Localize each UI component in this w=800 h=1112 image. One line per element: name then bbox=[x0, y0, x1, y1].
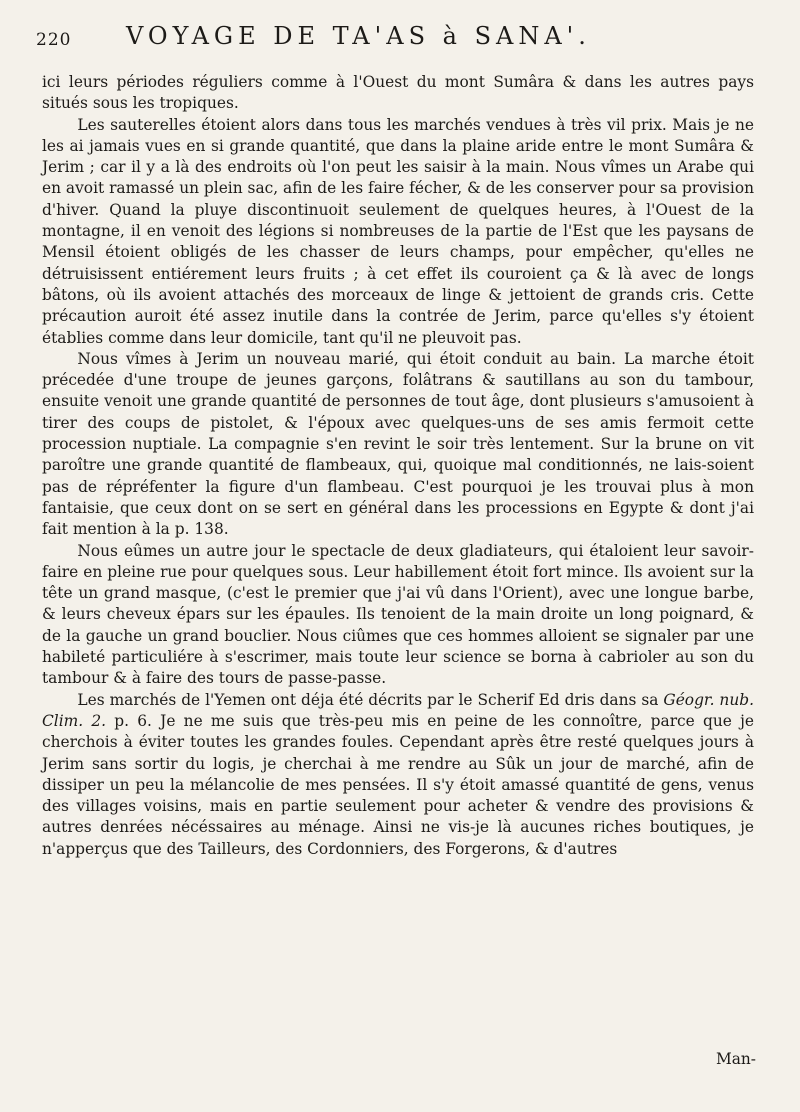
page-number: 220 bbox=[36, 30, 72, 50]
paragraph-markets-text-a: Les marchés de l'Yemen ont déja été décrits par le Scherif Ed dris dans sa bbox=[77, 690, 664, 709]
page-header bbox=[36, 22, 776, 58]
paragraph-markets-text-b: p. 6. Je ne me suis que très-peu mis en peine de les connoître, parce que je cherchois à éviter toutes les grandes foules. Cependant après être resté quelques jours à Jerim sans sortir du logis, je cherchai à me rendre au Sûk un jour de marché, afin de dissiper un peu la mélancolie de mes pensées. Il s'y étoit amassé quantité de gens, venus des villages voisins, mais en partie seulement pour acheter & vendre des provisions & autres denrées nécéssaires au ménage. Ainsi ne vis-je là aucunes riches boutiques, je n'apperçus que des Tailleurs, des Cordonniers, des Forgerons, & d'autres bbox=[42, 711, 754, 858]
paragraph-locusts: Les sauterelles étoient alors dans tous les marchés vendues à très vil prix. Mais je ne les ai jamais vues en si grande quantité, que dans la plaine aride entre le mont Sumâra & Jerim ; car il y a là des endroits où l'on peut les saisir à la main. Nous vîmes un Arabe qui en avoit ramassé un plein sac, afin de les faire fécher, & de les conserver pour sa provision d'hiver. Quand la pluye discontinuoit seulement de quelques heures, à l'Ouest de la montagne, il en venoit des légions si nombreuses de la partie de l'Est que les paysans de Mensil étoient obligés de les chasser de leurs champs, pour empêcher, qu'elles ne détruisissent entiérement leurs fruits ; à cet effet ils couroient ça & là avec de longs bâtons, où ils avoient attachés des morceaux de linge & jettoient de grands cris. Cette précaution auroit été assez inutile dans la contrée de Jerim, parce qu'elles s'y étoient établies comme dans leur domicile, tant qu'il ne pleuvoit pas. bbox=[42, 115, 754, 347]
paragraph-gladiators: Nous eûmes un autre jour le spectacle de deux gladiateurs, qui étaloient leur savoir-faire en pleine rue pour quelques sous. Leur habillement étoit fort mince. Ils avoient sur la tête un grand masque, (c'est le premier que j'ai vû dans l'Orient), avec une longue barbe, & leurs cheveux épars sur les épaules. Ils tenoient de la main droite un long poignard, & de la gauche un grand bouclier. Nous ciûmes que ces hommes alloient se signaler par une habileté particuliére à s'escrimer, mais toute leur science se borna à cabrioler au son du tambour & à faire des tours de passe-passe. bbox=[42, 541, 754, 688]
book-citation: Géogr. nub. Clim. 2. bbox=[42, 690, 755, 730]
body-text bbox=[42, 72, 754, 860]
running-title: VOYAGE DE TA'AS à SANA'. bbox=[126, 22, 591, 50]
catchword: Man- bbox=[715, 1050, 756, 1068]
paragraph-wedding: Nous vîmes à Jerim un nouveau marié, qui étoit conduit au bain. La marche étoit précedée d'une troupe de jeunes garçons, folâtrans & sautillans au son du tambour, ensuite venoit une grande quantité de personnes de tout âge, dont plusieurs s'amusoient à tirer des coups de pistolet, & l'époux avec quelques-uns de ses amis fermoit cette procession nuptiale. La compagnie s'en revint le soir très lentement. Sur la brune on vit paroître une grande quantité de flambeaux, qui, quoique mal conditionnés, ne lais-soient pas de répréfenter la figure d'un flambeau. C'est pourquoi je les trouvai plus à mon fantaisie, que ceux dont on se sert en général dans les processions en Egypte & dont j'ai fait mention à la p. 138. bbox=[42, 349, 754, 539]
paragraph-continuation: ici leurs périodes réguliers comme à l'Ouest du mont Sumâra & dans les autres pays situés sous les tropiques. bbox=[42, 73, 754, 113]
paragraph-markets bbox=[42, 690, 754, 860]
